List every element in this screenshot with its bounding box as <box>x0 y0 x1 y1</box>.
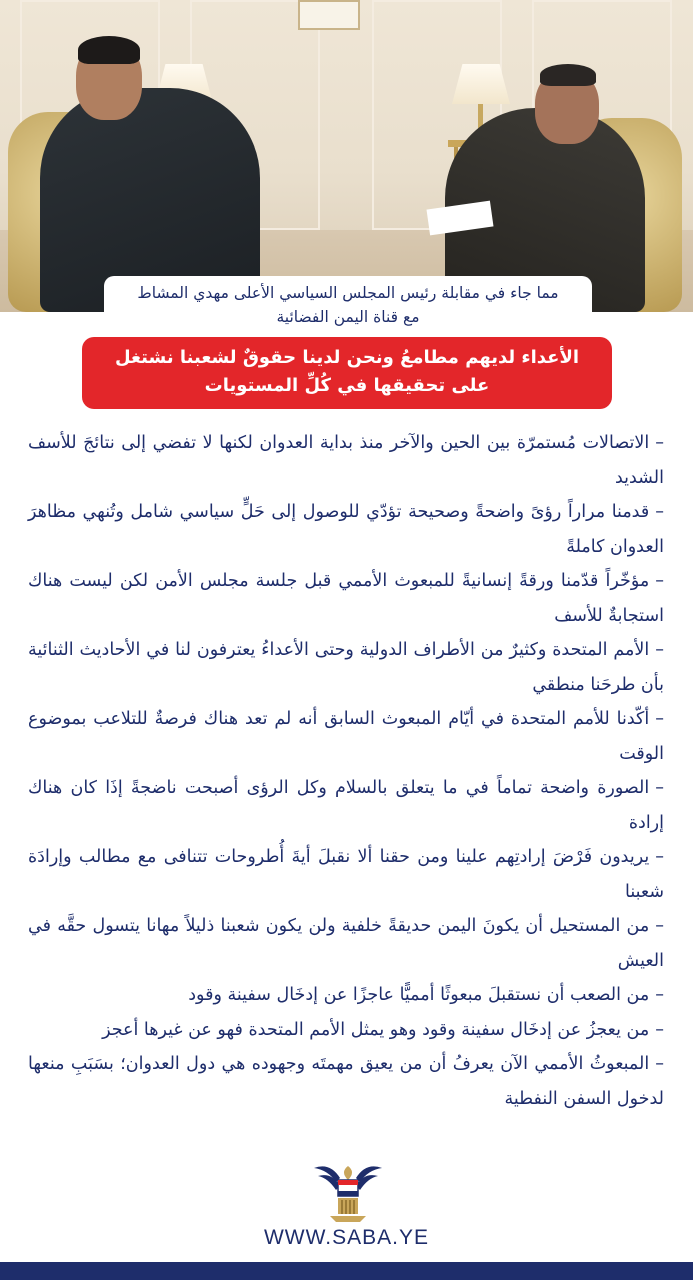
list-item: –الاتصالات مُستمرّة بين الحين والآخر منذ بداية العدوان لكنها لا تفضي إلى نتائجَ للأسف الشديد <box>28 433 664 488</box>
photo-caption <box>104 276 592 336</box>
list-item: –من المستحيل أن يكونَ اليمن حديقةً خلفية ولن يكون شعبنا ذليلاً مهانا يتسول حقَّه في العيش <box>28 916 664 971</box>
list-item: –الأمم المتحدة وكثيرٌ من الأطراف الدولية وحتى الأعداءُ يعترفون لنا في الأحاديث الثنائية بأن طرحَنا منطقي <box>28 640 664 695</box>
quotes-list <box>28 426 664 1116</box>
interview-photo <box>0 0 693 312</box>
list-item: –الصورة واضحة تماماً في ما يتعلق بالسلام وكل الرؤى أصبحت ناضجةً إذَا كان هناك إرادة <box>28 778 664 833</box>
saba-agency-logo-icon <box>310 1160 386 1224</box>
headline-line-2: على تحقيقها في كُلِّ المستويات <box>204 375 490 396</box>
bullet-marker: – <box>655 433 664 453</box>
list-item: –مؤخّراً قدّمنا ورقةً إنسانيةً للمبعوث الأممي قبل جلسة مجلس الأمن لكن ليست هناك استجابةٌ للأسف <box>28 571 664 626</box>
list-item: –المبعوثُ الأممي الآن يعرفُ أن من يعيق مهمتَه وجهوده هي دول العدوان؛ بسَبَبِ منعها لدخول السفن النفطية <box>28 1054 664 1109</box>
bottom-bar <box>0 1262 693 1280</box>
caption-line-1: مما جاء في مقابلة رئيس المجلس السياسي الأعلى مهدي المشاط <box>137 284 559 302</box>
website-address: WWW.SABA.YE <box>263 1226 429 1249</box>
bullet-marker: – <box>655 1054 664 1074</box>
list-item: –من يعجزُ عن إدخَال سفينة وقود وهو يمثل الأمم المتحدة فهو عن غيرها أعجز <box>102 1019 664 1040</box>
bullet-marker: – <box>655 847 664 867</box>
headline-banner <box>82 337 612 409</box>
bullet-marker: – <box>655 571 664 591</box>
list-item: –من الصعب أن نستقبلَ مبعوثًا أمميًّا عاجزًا عن إدخَال سفينة وقود <box>188 985 664 1005</box>
list-item: –يريدون فَرْضَ إرادتِهم علينا ومن حقنا ألا نقبلَ أيةَ أُطروحات تتنافى مع مطالب وإرادَة شعبنا <box>28 847 664 902</box>
headline-line-1: الأعداء لديهم مطامعُ ونحن لدينا حقوقٌ لشعبنا نشتغل <box>114 347 580 368</box>
wall-frame <box>298 0 360 30</box>
bullet-marker: – <box>655 778 664 798</box>
bullet-marker: – <box>655 985 664 1005</box>
list-item: –قدمنا مراراً رؤىً واضحةً وصحيحة تؤدّي للوصول إلى حَلٍّ سياسي شامل وتُنهي مظاهرَ العدوان كاملةً <box>28 502 664 557</box>
bullet-marker: – <box>655 640 664 660</box>
list-item: –أكّدنا للأمم المتحدة في أيّام المبعوث السابق أنه لم تعد هناك فرصةٌ للتلاعب بموضوع الوقت <box>28 709 664 764</box>
bullet-marker: – <box>655 709 664 729</box>
caption-line-2: مع قناة اليمن الفضائية <box>276 308 420 326</box>
bullet-marker: – <box>655 502 664 522</box>
bullet-marker: – <box>655 916 664 936</box>
bullet-marker: – <box>655 1019 664 1040</box>
